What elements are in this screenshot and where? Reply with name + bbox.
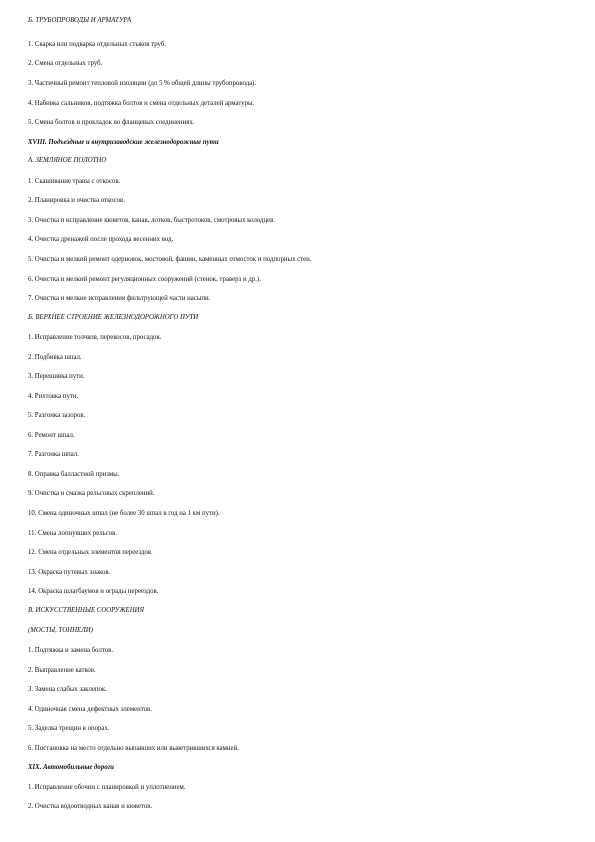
list-item: 11. Смена лопнувших рельсов. (28, 530, 118, 537)
list-item: 5. Очистка и мелкий ремонт одерновок, мостовой, фашин, каменных отмосток и подпорных стен. (28, 256, 312, 263)
list-item: 2. Подбивка шпал. (28, 354, 82, 361)
list-item: 6. Постановка на место отдельно выпавших или выветрившихся камней. (28, 745, 239, 752)
section-heading: Б. ТРУБОПРОВОДЫ И АРМАТУРА (28, 17, 132, 24)
list-item: 5. Разгонка зазоров. (28, 412, 86, 419)
list-item: 2. Планировка и очистка откосов. (28, 197, 125, 204)
list-item: 5. Смена болтов и прокладок во фланцевых соединениях. (28, 119, 195, 126)
list-item: 12. Смена отдельных элементов переездов. (28, 549, 153, 556)
section-subheading: (МОСТЫ, ТОННЕЛИ) (28, 627, 93, 634)
chapter-heading: XVIII. Подъездные и внутризаводские железнодорожные пути (28, 139, 219, 146)
list-item: 4. Очистка дренажей после прохода весенних вод. (28, 236, 174, 243)
list-item: 3. Частичный ремонт тепловой изоляции (до 5 % общей длины трубопровода). (28, 80, 257, 87)
list-item: 1. Исправление толчков, перекосов, просадок. (28, 334, 162, 341)
list-item: 2. Выправление катков. (28, 667, 96, 674)
list-item: 5. Заделка трещин в опорах. (28, 725, 110, 732)
list-item: 1. Скашивание травы с откосов. (28, 178, 121, 185)
chapter-heading: XIX. Автомобильные дороги (28, 764, 114, 771)
list-item: 1. Сварка или подварка отдельных стыков труб. (28, 41, 166, 48)
list-item: 2. Очистка водоотводных канав и кюветов. (28, 803, 153, 810)
list-item: 6. Ремонт шпал. (28, 432, 75, 439)
list-item: 1. Исправление обочин с планировкой и уплотнением. (28, 784, 186, 791)
list-item: 13. Окраска путевых знаков. (28, 569, 111, 576)
list-item: 4. Одиночная смена дефектных элементов. (28, 706, 152, 713)
list-item: 3. Перешивка пути. (28, 373, 85, 380)
section-heading: Б. ВЕРХНЕЕ СТРОЕНИЕ ЖЕЛЕЗНОДОРОЖНОГО ПУТИ (28, 314, 199, 321)
list-item: 7. Очистка и мелкие исправления фильтрующей части насыпи. (28, 295, 211, 302)
section-heading: В. ИСКУССТВЕННЫЕ СООРУЖЕНИЯ (28, 607, 144, 614)
list-item: 2. Смена отдельных труб. (28, 60, 103, 67)
list-item: 10. Смена одиночных шпал (не более 30 шпал в год на 1 км пути). (28, 510, 220, 517)
list-item: 4. Рихтовка пути. (28, 393, 79, 400)
list-item: 14. Окраска шлагбаумов и ограды переездов. (28, 588, 159, 595)
list-item: 1. Подтяжка и замена болтов. (28, 647, 114, 654)
list-item: 8. Оправка балластной призмы. (28, 471, 120, 478)
list-item: 7. Разгонка шпал. (28, 451, 79, 458)
list-item: 9. Очистка и смазка рельсовых скреплений. (28, 490, 155, 497)
list-item: 3. Замена слабых заклепок. (28, 686, 107, 693)
list-item: 4. Набивка сальников, подтяжка болтов и смена отдельных деталей арматуры. (28, 100, 255, 107)
list-item: 6. Очистка и мелкий ремонт регуляционных сооружений (стенок, траверз и др.). (28, 276, 261, 283)
section-heading: А. ЗЕМЛЯНОЕ ПОЛОТНО (28, 157, 107, 164)
list-item: 3. Очистка и исправление кюветов, канав, лотков, быстротоков, смотровых колодцев. (28, 217, 276, 224)
